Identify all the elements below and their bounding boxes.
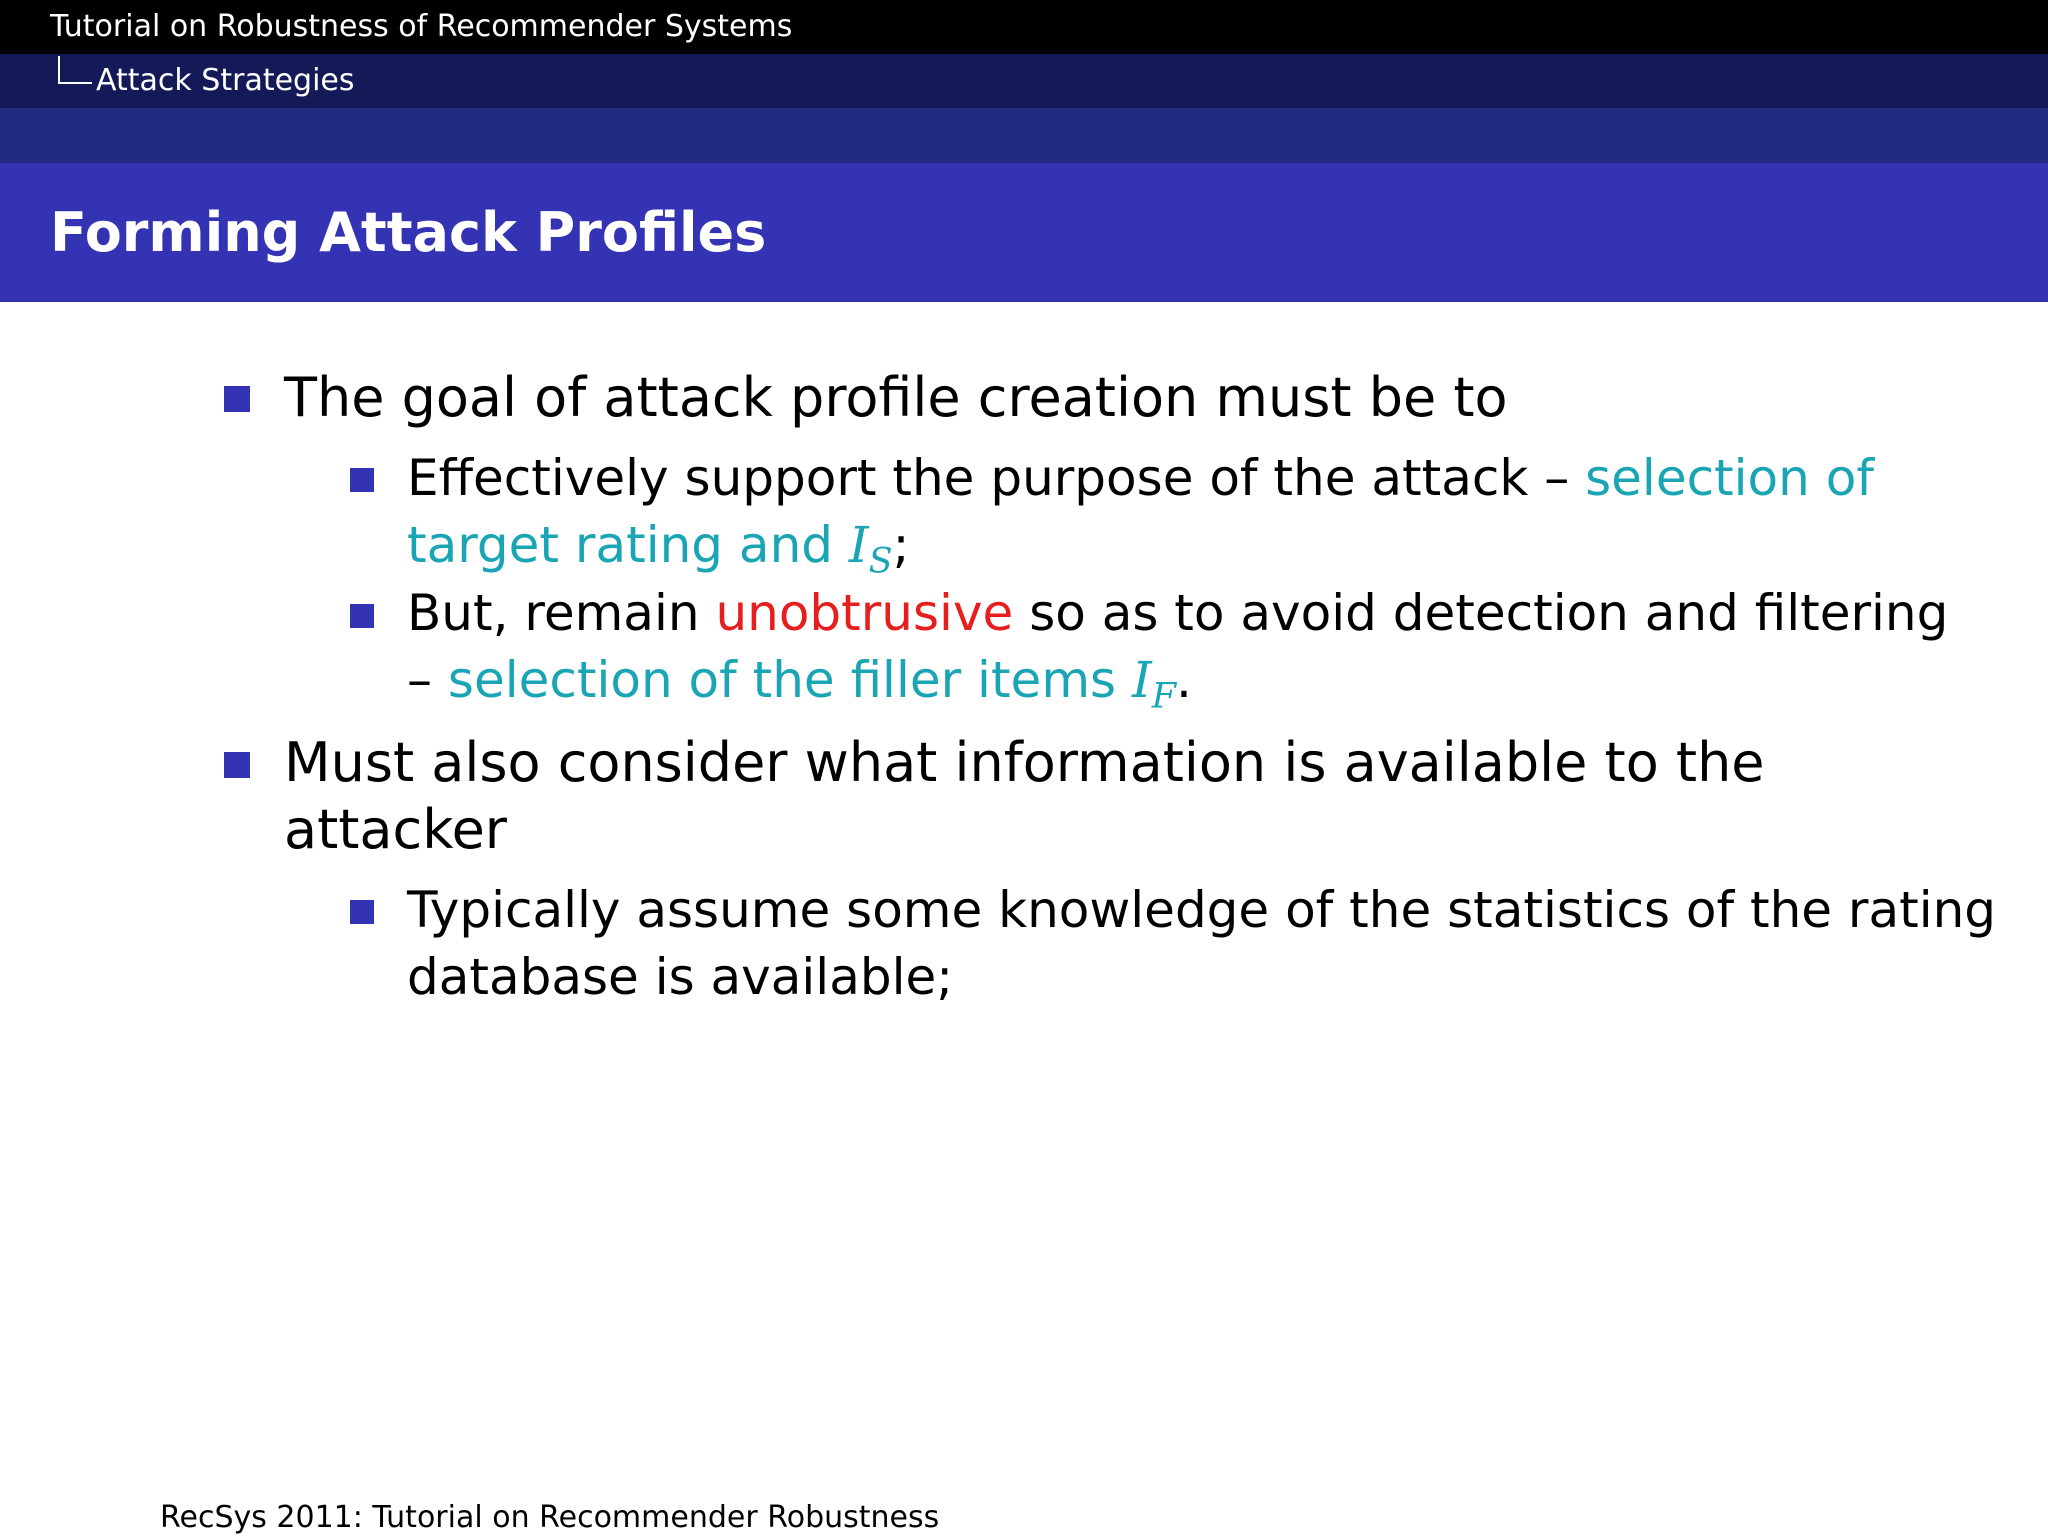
slide-title: Forming Attack Profiles xyxy=(50,201,767,264)
sub-bullet-1-1-line1 xyxy=(407,445,1874,511)
bullet-square-icon xyxy=(224,386,250,412)
sub-bullet-1-1-text: Effectively support the purpose of the attack – xyxy=(407,449,1586,507)
sub-bullet-square-icon xyxy=(350,604,374,628)
sub-bullet-1-2-line1: But, remain unobtrusive so as to avoid detection and filtering xyxy=(407,584,1949,642)
sub-bullet-1-1-highlight: selection of xyxy=(1585,449,1874,507)
sub-bullet-2-1-line2: database is available; xyxy=(407,948,954,1006)
section-title: Attack Strategies xyxy=(96,63,355,98)
sub-bullet-1-2-line2: – selection of the filler items $I_F$. xyxy=(407,651,1192,717)
sub-bullet-1-1-highlight-2: target rating and xyxy=(407,516,849,574)
sub-bullet-1-1-tail: ; xyxy=(892,516,910,574)
filler-items-highlight: selection of the filler items xyxy=(447,651,1132,709)
sub-bullet-1-1-line2 xyxy=(407,512,910,582)
presentation-title: Tutorial on Robustness of Recommender Systems xyxy=(50,9,793,44)
unobtrusive-highlight: unobtrusive xyxy=(715,584,1014,642)
slide-footer: RecSys 2011: Tutorial on Recommender Robustness xyxy=(160,1500,940,1535)
bullet-2-line2: attacker xyxy=(284,798,507,861)
bullet-1-text: The goal of attack profile creation must be to xyxy=(284,366,1508,429)
bullet-square-icon xyxy=(224,752,250,778)
math-i-s: $I_S$ xyxy=(848,516,893,582)
sub-bullet-2-1-line1: Typically assume some knowledge of the statistics of the rating xyxy=(407,881,1997,939)
bullet-2-line1: Must also consider what information is available to the xyxy=(284,731,1765,794)
sub-bullet-square-icon xyxy=(350,468,374,492)
math-i-f: $I_F$ xyxy=(1131,651,1177,717)
sub-bullet-square-icon xyxy=(350,900,374,924)
